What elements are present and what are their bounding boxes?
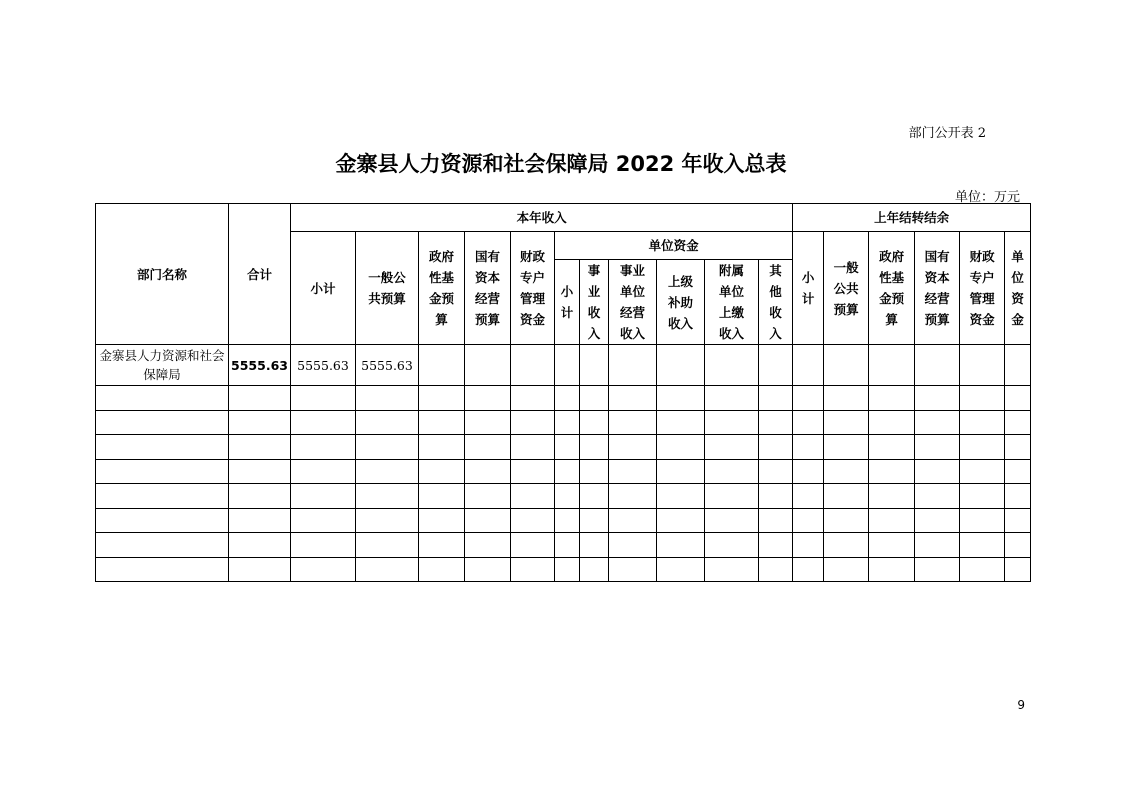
cell: [96, 410, 229, 435]
cell: [657, 435, 705, 460]
cell: [580, 345, 609, 386]
cell: [229, 410, 291, 435]
row-cur-general: 5555.63: [356, 345, 419, 386]
cell: [1005, 345, 1031, 386]
cell: [915, 557, 960, 582]
cell: [96, 435, 229, 460]
cell: [759, 459, 793, 484]
cell: [657, 386, 705, 411]
cell: [869, 557, 915, 582]
cell: [869, 435, 915, 460]
cell: [511, 557, 555, 582]
cell: [511, 435, 555, 460]
cell: [580, 410, 609, 435]
cell: [291, 435, 356, 460]
cell: [824, 435, 869, 460]
cell: [555, 435, 580, 460]
cell: [759, 345, 793, 386]
header-py-general: 一般公共预算: [824, 232, 869, 345]
cell: [793, 508, 824, 533]
header-current-year: 本年收入: [291, 204, 793, 232]
cell: [705, 484, 759, 509]
cell: [705, 533, 759, 558]
cell: [291, 484, 356, 509]
cell: [580, 459, 609, 484]
cell: [759, 533, 793, 558]
cell: [609, 508, 657, 533]
header-py-fiscal-special: 财政专户管理资金: [960, 232, 1005, 345]
cell: [915, 435, 960, 460]
cell: [609, 435, 657, 460]
cell: [419, 410, 465, 435]
cell: [915, 533, 960, 558]
cell: [465, 484, 511, 509]
cell: [793, 386, 824, 411]
table-row: [96, 345, 1031, 386]
cell: [609, 533, 657, 558]
cell: [229, 435, 291, 460]
cell: [960, 386, 1005, 411]
cell: [291, 557, 356, 582]
header-py-state-capital: 国有资本经营预算: [915, 232, 960, 345]
header-cur-subtotal: 小计: [291, 232, 356, 345]
cell: [705, 410, 759, 435]
cell: [869, 345, 915, 386]
cell: [465, 508, 511, 533]
cell: [609, 484, 657, 509]
header-uf-business: 事业收入: [580, 260, 609, 345]
cell: [511, 459, 555, 484]
cell: [609, 557, 657, 582]
cell: [419, 386, 465, 411]
cell: [869, 386, 915, 411]
cell: [869, 410, 915, 435]
cell: [555, 459, 580, 484]
cell: [555, 533, 580, 558]
cell: [657, 459, 705, 484]
cell: [824, 484, 869, 509]
cell: [356, 533, 419, 558]
header-uf-operating: 事业单位经营收入: [609, 260, 657, 345]
table-row-empty: [96, 557, 1031, 582]
cell: [356, 484, 419, 509]
cell: [793, 410, 824, 435]
cell: [609, 459, 657, 484]
header-py-gov-fund: 政府性基金预算: [869, 232, 915, 345]
cell: [419, 508, 465, 533]
cell: [657, 410, 705, 435]
cell: [915, 410, 960, 435]
cell: [1005, 508, 1031, 533]
cell: [356, 386, 419, 411]
cell: [580, 533, 609, 558]
cell: [96, 508, 229, 533]
cell: [960, 508, 1005, 533]
header-prior-year: 上年结转结余: [793, 204, 1031, 232]
cell: [580, 484, 609, 509]
cell: [1005, 557, 1031, 582]
cell: [705, 459, 759, 484]
cell: [793, 459, 824, 484]
table-row-empty: [96, 484, 1031, 509]
cell: [555, 345, 580, 386]
cell: [1005, 410, 1031, 435]
cell: [1005, 533, 1031, 558]
cell: [915, 459, 960, 484]
header-uf-other: 其他收入: [759, 260, 793, 345]
table-row-empty: [96, 386, 1031, 411]
form-number: 部门公开表 2: [908, 126, 986, 141]
cell: [824, 345, 869, 386]
cell: [824, 557, 869, 582]
header-total: 合计: [229, 204, 291, 345]
table-row-empty: [96, 435, 1031, 460]
cell: [793, 557, 824, 582]
cell: [869, 508, 915, 533]
cell: [419, 435, 465, 460]
cell: [229, 557, 291, 582]
cell: [555, 508, 580, 533]
cell: [419, 345, 465, 386]
row-total: 5555.63: [229, 345, 291, 386]
cell: [555, 484, 580, 509]
cell: [291, 459, 356, 484]
cell: [511, 484, 555, 509]
cell: [869, 459, 915, 484]
cell: [511, 533, 555, 558]
cell: [1005, 386, 1031, 411]
cell: [657, 557, 705, 582]
cell: [96, 386, 229, 411]
cell: [960, 533, 1005, 558]
table-row-empty: [96, 533, 1031, 558]
cell: [580, 435, 609, 460]
cell: [356, 410, 419, 435]
cell: [96, 484, 229, 509]
cell: [759, 410, 793, 435]
table-row-empty: [96, 459, 1031, 484]
cell: [609, 345, 657, 386]
cell: [229, 459, 291, 484]
cell: [465, 345, 511, 386]
table-row-empty: [96, 508, 1031, 533]
cell: [759, 484, 793, 509]
cell: [824, 533, 869, 558]
cell: [465, 435, 511, 460]
header-unit-funds: 单位资金: [555, 232, 793, 260]
row-dept-name: 金寨县人力资源和社会保障局: [96, 345, 229, 386]
cell: [229, 533, 291, 558]
header-uf-subtotal: 小计: [555, 260, 580, 345]
cell: [465, 533, 511, 558]
page-number: 9: [1017, 698, 1025, 712]
cell: [511, 410, 555, 435]
header-cur-state-capital: 国有资本经营预算: [465, 232, 511, 345]
cell: [1005, 484, 1031, 509]
cell: [759, 557, 793, 582]
cell: [793, 484, 824, 509]
header-cur-general: 一般公共预算: [356, 232, 419, 345]
cell: [580, 557, 609, 582]
cell: [960, 410, 1005, 435]
cell: [869, 484, 915, 509]
cell: [291, 508, 356, 533]
cell: [915, 345, 960, 386]
cell: [960, 345, 1005, 386]
cell: [609, 410, 657, 435]
cell: [705, 508, 759, 533]
cell: [291, 533, 356, 558]
cell: [96, 533, 229, 558]
cell: [824, 386, 869, 411]
cell: [356, 459, 419, 484]
cell: [419, 533, 465, 558]
cell: [465, 557, 511, 582]
header-uf-subsidy: 上级补助收入: [657, 260, 705, 345]
cell: [824, 508, 869, 533]
cell: [759, 508, 793, 533]
income-table: [95, 203, 1031, 582]
cell: [229, 386, 291, 411]
cell: [824, 459, 869, 484]
cell: [705, 557, 759, 582]
cell: [465, 410, 511, 435]
cell: [419, 557, 465, 582]
cell: [555, 410, 580, 435]
cell: [555, 386, 580, 411]
cell: [824, 410, 869, 435]
cell: [356, 557, 419, 582]
cell: [869, 533, 915, 558]
cell: [580, 508, 609, 533]
cell: [759, 386, 793, 411]
cell: [511, 386, 555, 411]
cell: [465, 386, 511, 411]
cell: [657, 484, 705, 509]
cell: [580, 386, 609, 411]
header-cur-fiscal-special: 财政专户管理资金: [511, 232, 555, 345]
cell: [511, 508, 555, 533]
table-row-empty: [96, 410, 1031, 435]
cell: [915, 484, 960, 509]
cell: [229, 508, 291, 533]
cell: [229, 484, 291, 509]
cell: [759, 435, 793, 460]
cell: [356, 508, 419, 533]
cell: [705, 386, 759, 411]
cell: [419, 459, 465, 484]
cell: [465, 459, 511, 484]
cell: [915, 508, 960, 533]
header-cur-gov-fund: 政府性基金预算: [419, 232, 465, 345]
cell: [291, 386, 356, 411]
cell: [657, 345, 705, 386]
unit-label: 单位：万元: [954, 190, 1020, 205]
cell: [96, 459, 229, 484]
cell: [356, 435, 419, 460]
cell: [1005, 435, 1031, 460]
cell: [555, 557, 580, 582]
header-py-subtotal: 小计: [793, 232, 824, 345]
cell: [419, 484, 465, 509]
cell: [96, 557, 229, 582]
cell: [705, 345, 759, 386]
cell: [793, 533, 824, 558]
cell: [1005, 459, 1031, 484]
cell: [960, 435, 1005, 460]
cell: [960, 484, 1005, 509]
cell: [657, 533, 705, 558]
header-dept-name: 部门名称: [96, 204, 229, 345]
cell: [960, 459, 1005, 484]
row-cur-subtotal: 5555.63: [291, 345, 356, 386]
cell: [705, 435, 759, 460]
page-title: 金寨县人力资源和社会保障局 2022 年收入总表: [335, 152, 787, 176]
cell: [793, 435, 824, 460]
cell: [511, 345, 555, 386]
cell: [915, 386, 960, 411]
cell: [657, 508, 705, 533]
header-py-unit-funds: 单位资金: [1005, 232, 1031, 345]
cell: [291, 410, 356, 435]
cell: [793, 345, 824, 386]
cell: [609, 386, 657, 411]
header-uf-affiliate: 附属单位上缴收入: [705, 260, 759, 345]
cell: [960, 557, 1005, 582]
